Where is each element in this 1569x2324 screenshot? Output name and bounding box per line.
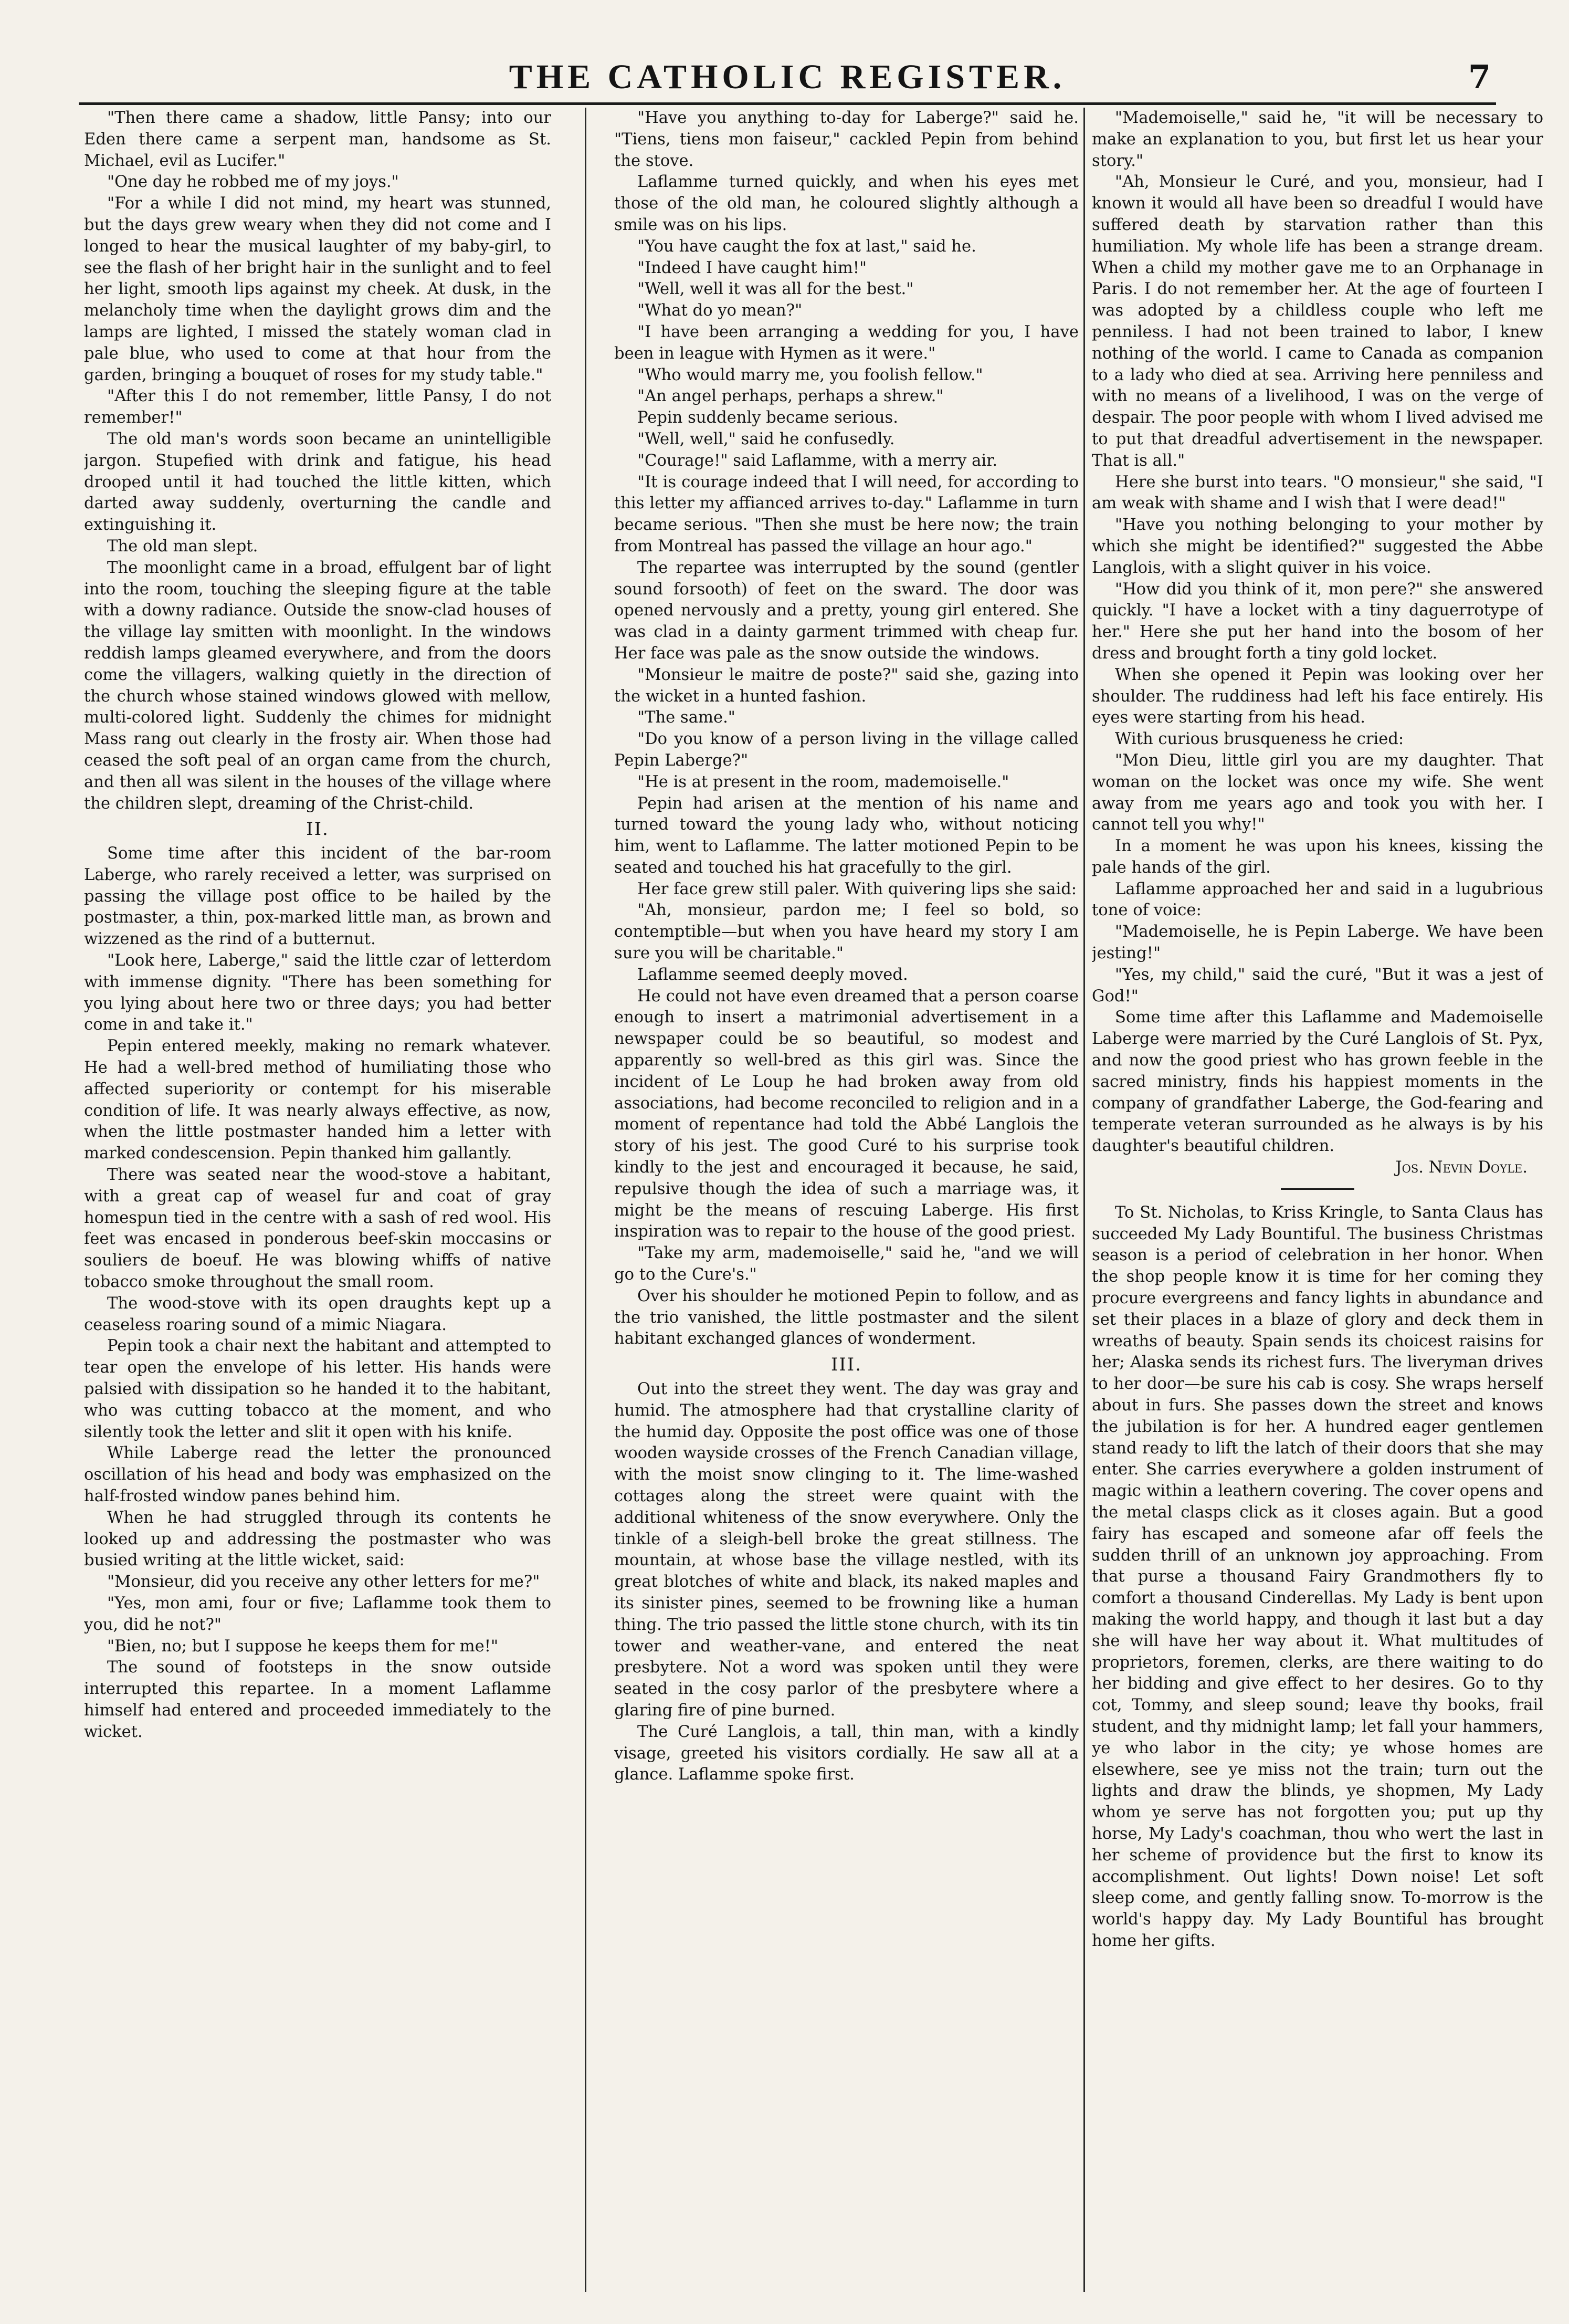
paragraph: Laflamme seemed deeply moved. [637,965,908,984]
paragraph: "What do yo mean?" [637,301,803,320]
section-heading: II. [306,819,329,840]
paragraph: Laflamme turned quickly, and when his eyes met those of the old man, he coloured slightly although a smile was on his lips. [614,173,1079,234]
paragraph: The sound of footsteps in the snow outside interrupted this repartee. In a moment Laflamme himself had entered and proceeded immediately to the wicket. [84,1658,551,1741]
paragraph: Laflamme approached her and said in a lugubrious tone of voice: [1092,880,1543,920]
column-3 [1092,108,1543,2292]
paragraph: "The same." [637,708,735,727]
paragraph: When she opened it Pepin was looking over her shoulder. The ruddiness had left his face entirely. His eyes were starting from his head. [1092,665,1543,727]
paragraph: The Curé Langlois, a tall, thin man, with a kindly visage, greeted his visitors cordially. He saw all at a glance. Laflamme spoke first. [614,1722,1079,1784]
paragraph: The old man slept. [107,537,258,556]
paragraph: "How did you think of it, mon pere?" she answered quickly. "I have a locket with a tiny daguerrotype of her." Here she put her hand into the bosom of her dress and brought forth a tiny gold locket. [1092,580,1543,663]
paragraph: "He is at present in the room, mademoiselle." [637,772,1009,791]
paragraph: "Take my arm, mademoiselle," said he, "and we will go to the Cure's." [614,1244,1079,1284]
paragraph: "Well, well," said he confusedly. [637,430,895,448]
paragraph: There was seated near the wood-stove a habitant, with a great cap of weasel fur and coat of gray homespun tied in the centre with a sash of red wool. His feet was encased in ponderous beef-skin moccasins or souliers de boeuf. He was blowing whiffs of native tobacco smoke throughout the small room. [84,1166,551,1292]
column-1 [84,108,551,2292]
page-title: THE CATHOLIC REGISTER. [509,58,1066,96]
paragraph: "Well, well it was all for the best." [637,280,914,299]
masthead [79,50,1496,105]
paragraph: While Laberge read the letter the pronounced oscillation of his head and body was emphasized on the half-frosted window panes behind him. [84,1444,551,1505]
paragraph: Out into the street they went. The day was gray and humid. The atmosphere had that crystalline clarity of the humid day. Opposite the post office was one of those wooden wayside crosses of the French Canadian village, with the moist snow clinging to it. The lime-washed cottages along the street were quaint with the additional whiteness of the snow everywhere. Only the tinkle of a sleigh-bell broke the great stillness. The mountain, at whose base the village nestled, with its great blotches of white and black, its naked maples and its sinister pines, seemed to be frowning like a human thing. The trio passed the little stone church, with its tin tower and weather-vane, and entered the neat presbytere. Not a word was spoken until they were seated in the cosy parlor of the presbytere where a glaring fire of pine burned. [614,1380,1079,1720]
paragraph: The wood-stove with its open draughts kept up a ceaseless roaring sound of a mimic Niagara. [84,1294,551,1334]
author-signature: Jos. Nevin Doyle. [1395,1158,1528,1177]
paragraph: "Mademoiselle, he is Pepin Laberge. We have been jesting!" [1092,923,1543,963]
paragraph: To St. Nicholas, to Kriss Kringle, to Santa Claus has succeeded My Lady Bountiful. The business Christmas season is a period of celebration in her honor. When the shop people know it is time for her coming they procure evergreens and fancy lights in abundance and set their places in a blaze of glory and deck them in wreaths of beauty. Spain sends its choicest raisins for her; Alaska sends its richest furs. The liveryman drives to her door—be sure his cab is cosy. She wraps herself about in furs. She passes down the street and knows the jubilation is for her. A hundred eager gentlemen stand ready to lift the latch of their doors that she may enter. She carries everywhere a golden instrument of magic within a leathern covering. The cover opens and the metal clasps click as it closes again. But a good fairy has escaped and someone afar off feels the sudden thrill of an unknown joy approaching. From that purse a thousand Fairy Grandmothers fly to comfort a thousand Cinderellas. My Lady is bent upon making the world happy, and though it last but a day she will have her way about it. What multitudes of proprietors, foremen, clerks, are there waiting to do her bidding and give effect to her desires. Go to thy cot, Tommy, and sleep sound; leave thy books, frail student, and thy midnight lamp; let fall your hammers, ye who labor in the city; ye whose homes are elsewhere, see ye miss not the train; turn out the lights and draw the blinds, ye shopmen, My Lady whom ye serve has not forgotten you; put up thy horse, My Lady's coachman, thou who wert the last in her scheme of providence but the first to know its accomplishment. Out lights! Down noise! Let soft sleep come, and gently falling snow. To-morrow is the world's happy day. My Lady Bountiful has brought home her gifts. [1092,1203,1543,1950]
paragraph: In a moment he was upon his knees, kissing the pale hands of the girl. [1092,837,1543,877]
paragraph: Some time after this incident of the bar-room Laberge, who rarely received a letter, was surprised on passing the village post office to be hailed by the postmaster, a thin, pox-marked little man, as brown and wizzened as the rind of a butternut. [84,844,551,949]
paragraph: Over his shoulder he motioned Pepin to follow, and as the trio vanished, the little postmaster and the silent habitant exchanged glances of wonderment. [614,1286,1079,1348]
paragraph: The old man's words soon became an unintelligible jargon. Stupefied with drink and fatigue, his head drooped until it had touched the little kitten, which darted away suddenly, overturning the candle and extinguishing it. [84,430,551,535]
article-divider [1281,1188,1354,1190]
paragraph: "You have caught the fox at last," said he. [637,237,976,256]
paragraph: "Bien, no; but I suppose he keeps them for me!" [107,1637,499,1656]
paragraph: "I have been arranging a wedding for you, I have been in league with Hymen as it were." [614,322,1079,363]
paragraph: "Then there came a shadow, little Pansy; into our Eden there came a serpent man, handsome as St. Michael, evil as Lucifer." [84,109,551,170]
paragraph: "Have you anything to-day for Laberge?" said he. "Tiens, tiens mon faiseur," cackled Pepin from behind the stove. [614,109,1079,170]
paragraph: With curious brusqueness he cried: [1115,730,1404,749]
page-number: 7 [1468,58,1491,96]
paragraph: He could not have even dreamed that a person coarse enough to insert a matrimonial advertisement in a newspaper could be so beautiful, so modest and apparently so well-bred as this girl was. Since the incident of Le Loup he had broken away from old associations, had become reconciled to religion and in a moment of repentance had told the Abbé Langlois the story of his jest. The good Curé to his surprise took kindly to the jest and encouraged it because, he said, repulsive though the idea of such a marriage was, it might be the means of rescuing Laberge. His first inspiration was to repair to the house of the good priest. [614,987,1079,1241]
column-rule-left [585,108,586,2292]
paragraph: "It is courage indeed that I will need, for according to this letter my affianced arrives to-day." Laflamme in turn became serious. "Then she must be here now; the train from Montreal has passed the village an hour ago." [614,473,1079,556]
column-2 [614,108,1079,2292]
paragraph: Pepin had arisen at the mention of his name and turned toward the young lady who, without noticing him, went to Laflamme. The latter motioned Pepin to be seated and touched his hat gracefully to the girl. [614,794,1079,877]
paragraph: Pepin took a chair next the habitant and attempted to tear open the envelope of his letter. His hands were palsied with dissipation so he handed it to the habitant, who was cutting tobacco at the moment, and who silently took the letter and slit it open with his knife. [84,1337,551,1441]
paragraph: "Monsieur, did you receive any other letters for me?" [107,1573,540,1592]
paragraph: "Mon Dieu, little girl you are my daughter. That woman on the locket was once my wife. She went away from me years ago and took you with her. I cannot tell you why!" [1092,751,1543,834]
paragraph: "After this I do not remember, little Pansy, I do not remember!" [84,387,551,427]
paragraph: "Monsieur le maitre de poste?" said she, gazing into the wicket in a hunted fashion. [614,665,1079,706]
paragraph: "Indeed I have caught him!" [637,258,867,277]
paragraph: When he had struggled through its contents he looked up and addressing the postmaster who was busied writing at the little wicket, said: [84,1508,551,1570]
paragraph: "An angel perhaps, perhaps a shrew." [637,387,944,406]
paragraph: "Mademoiselle," said he, "it will be necessary to make an explanation to you, but first let us hear your story." [1092,109,1543,170]
paragraph: The repartee was interrupted by the sound (gentler sound forsooth) of feet on the sward. The door was opened nervously and a pretty, young girl entered. She was clad in a dainty garment trimmed with cheap fur. Her face was pale as the snow outside the windows. [614,558,1079,663]
paragraph: "Ah, Monsieur le Curé, and you, monsieur, had I known it would all have been so dreadful I would have suffered death by starvation rather than this humiliation. My whole life has been a strange dream. When a child my mother gave me to an Orphanage in Paris. I do not remember her. At the age of fourteen I was adopted by a childless couple who left me penniless. I had not been trained to labor, I knew nothing of the world. I came to Canada as companion to a lady who died at sea. Arriving here penniless and with no means of a livelihood, I was on the verge of despair. The poor people with whom I lived advised me to put that dreadful advertisement in the newspaper. That is all." [1092,173,1543,470]
paragraph: Pepin suddenly became serious. [637,409,898,427]
paragraph: Some time after this Laflamme and Mademoiselle Laberge were married by the Curé Langlois of St. Pyx, and now the good priest who has grown feeble in the sacred ministry, finds his happiest moments in the company of grandfather Laberge, the God-fearing and temperate veteran surrounded as he always is by his daughter's beautiful children. [1092,1008,1543,1156]
paragraph: Her face grew still paler. With quivering lips she said: [637,880,1077,898]
paragraph: "Who would marry me, you foolish fellow." [637,365,983,384]
paragraph: "Do you know of a person living in the village called Pepin Laberge?" [614,730,1079,770]
paragraph: "Yes, my child," said the curé, "But it was a jest of God!" [1092,965,1543,1006]
paragraph: Here she burst into tears. "O monsieur," she said, "I am weak with shame and I wish that I were dead!" [1092,473,1543,513]
paragraph: Pepin entered meekly, making no remark whatever. He had a well-bred method of humiliating those who affected superiority or contempt for his miserable condition of life. It was nearly always effective, as now, when the little postmaster handed him a letter with marked condescension. Pepin thanked him gallantly. [84,1037,551,1163]
paragraph: "Have you nothing belonging to your mother by which she might be identified?" suggested the Abbe Langlois, with a slight quiver in his voice. [1092,516,1543,577]
section-heading: III. [830,1354,862,1376]
paragraph: "Look here, Laberge," said the little czar of letterdom with immense dignity. "There has been something for you lying about here two or three days; you had better come in and take it." [84,951,551,1034]
paragraph: The moonlight came in a broad, effulgent bar of light into the room, touching the sleeping figure at the table with a downy radiance. Outside the snow-clad houses of the village lay smitten with moonlight. In the windows reddish lamps gleamed everywhere, and from the doors come the villagers, walking quietly in the direction of the church whose stained windows glowed with mellow, multi-colored light. Suddenly the chimes for midnight Mass rang out clearly in the frosty air. When those had ceased the soft peal of an organ came from the church, and then all was silent in the houses of the village where the children slept, dreaming of the Christ-child. [84,558,551,813]
paragraph: "Ah, monsieur, pardon me; I feel so bold, so contemptible—but when you have heard my story I am sure you will be charitable." [614,901,1079,963]
paragraph: "Courage!" said Laflamme, with a merry air. [637,451,998,470]
paragraph: "For a while I did not mind, my heart was stunned, but the days grew weary when they did not come and I longed to hear the musical laughter of my baby-girl, to see the flash of her bright hair in the sunlight and to feel her light, smooth lips against my cheek. At dusk, in the melancholy time when the daylight grows dim and the lamps are lighted, I missed the stately woman clad in pale blue, who used to come at that hour from the garden, bringing a bouquet of roses for my study table." [84,194,551,384]
column-rule-right [1083,108,1085,2292]
paragraph: "One day he robbed me of my joys." [107,173,399,192]
paragraph: "Yes, mon ami, four or five; Laflamme took them to you, did he not?" [84,1594,551,1634]
